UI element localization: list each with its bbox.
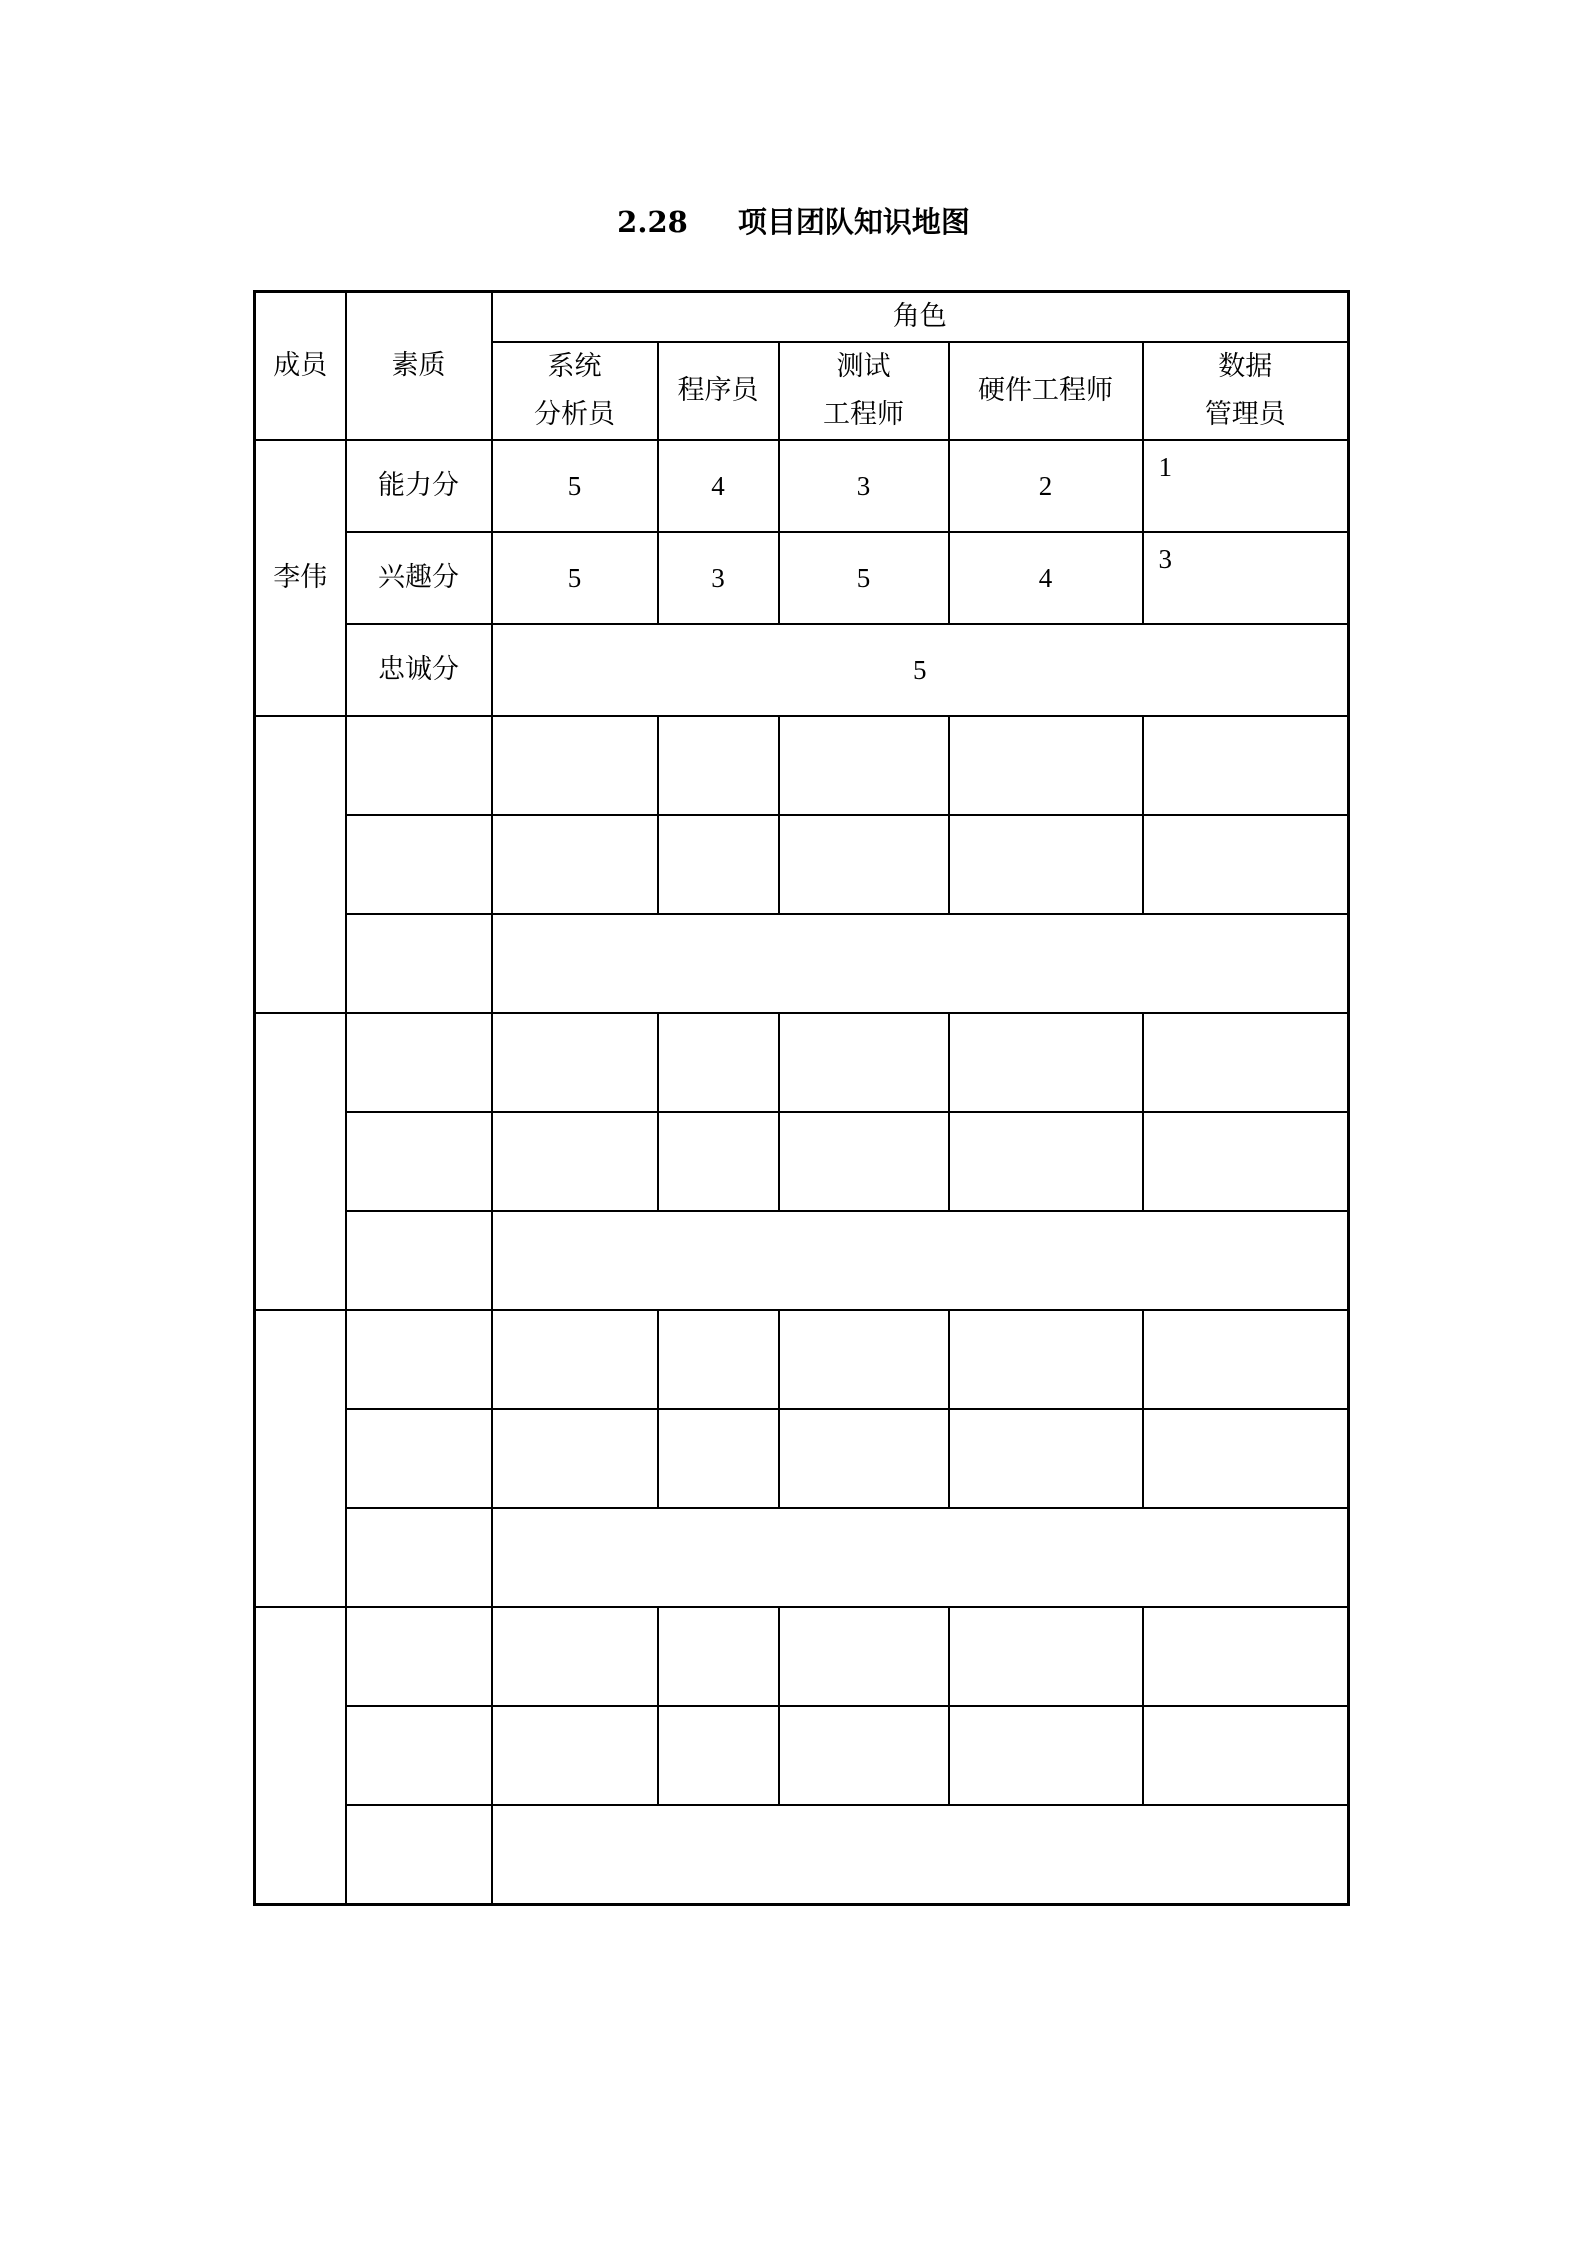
quality-label-interest: 兴趣分 — [346, 532, 492, 624]
document-title — [0, 200, 1587, 241]
score-cell — [779, 716, 949, 815]
score-cell: 4 — [658, 440, 779, 532]
score-cell — [779, 1112, 949, 1211]
score-cell — [658, 815, 779, 914]
score-cell — [492, 1706, 658, 1805]
score-cell — [492, 1310, 658, 1409]
score-cell — [492, 1013, 658, 1112]
loyalty-score-cell — [492, 1805, 1349, 1904]
score-cell — [492, 1112, 658, 1211]
score-cell — [949, 1409, 1143, 1508]
header-quality: 素质 — [346, 292, 492, 441]
score-cell — [949, 1310, 1143, 1409]
score-cell — [492, 1607, 658, 1706]
quality-cell — [346, 1112, 492, 1211]
score-cell — [1143, 815, 1349, 914]
quality-cell — [346, 1706, 492, 1805]
table-row — [255, 1706, 1349, 1805]
quality-cell — [346, 1508, 492, 1607]
quality-cell — [346, 1805, 492, 1904]
role-line: 数据 — [1218, 351, 1273, 382]
score-cell: 5 — [492, 440, 658, 532]
score-cell — [658, 1013, 779, 1112]
table-row — [255, 815, 1349, 914]
table-row — [255, 1508, 1349, 1607]
quality-cell — [346, 1607, 492, 1706]
score-cell — [1143, 1013, 1349, 1112]
role-line: 工程师 — [823, 399, 904, 430]
score-cell: 4 — [949, 532, 1143, 624]
quality-cell — [346, 815, 492, 914]
title-number: 2.28 — [617, 205, 688, 239]
header-role-programmer — [658, 342, 779, 440]
quality-cell — [346, 1211, 492, 1310]
loyalty-score-cell — [492, 1508, 1349, 1607]
quality-label-loyalty: 忠诚分 — [346, 624, 492, 716]
score-cell: 2 — [949, 440, 1143, 532]
score-cell — [949, 815, 1143, 914]
knowledge-map-table — [253, 290, 1350, 1906]
score-cell — [949, 1607, 1143, 1706]
member-name-cell — [255, 716, 346, 1013]
score-cell — [779, 1607, 949, 1706]
score-cell — [492, 1409, 658, 1508]
table-row-interest — [255, 532, 1349, 624]
score-cell — [779, 815, 949, 914]
score-cell: 5 — [492, 532, 658, 624]
quality-label-ability: 能力分 — [346, 440, 492, 532]
header-role-test-engineer — [779, 342, 949, 440]
quality-cell — [346, 1409, 492, 1508]
header-member: 成员 — [255, 292, 346, 441]
score-cell — [949, 716, 1143, 815]
score-cell — [779, 1706, 949, 1805]
score-cell — [658, 1607, 779, 1706]
score-cell — [492, 716, 658, 815]
score-cell — [1143, 1310, 1349, 1409]
score-cell — [1143, 1607, 1349, 1706]
score-cell — [1143, 1409, 1349, 1508]
score-cell — [658, 1310, 779, 1409]
header-role: 角色 — [492, 292, 1349, 343]
role-line: 测试 — [836, 351, 891, 382]
score-cell — [949, 1112, 1143, 1211]
table-row — [255, 1409, 1349, 1508]
role-line: 管理员 — [1204, 399, 1286, 430]
table-row — [255, 716, 1349, 815]
member-name-cell — [255, 1013, 346, 1310]
score-cell: 3 — [779, 440, 949, 532]
loyalty-score-cell — [492, 1211, 1349, 1310]
score-cell — [492, 815, 658, 914]
loyalty-score-cell — [492, 914, 1349, 1013]
role-line: 程序员 — [677, 375, 759, 406]
quality-cell — [346, 914, 492, 1013]
score-cell — [779, 1013, 949, 1112]
score-cell: 5 — [779, 532, 949, 624]
score-cell: 1 — [1143, 440, 1349, 532]
member-name-cell — [255, 1607, 346, 1904]
quality-cell — [346, 1310, 492, 1409]
role-line: 硬件工程师 — [978, 375, 1113, 406]
table-row — [255, 1211, 1349, 1310]
score-cell — [1143, 1706, 1349, 1805]
score-cell — [658, 716, 779, 815]
table-row — [255, 1013, 1349, 1112]
score-cell — [658, 1112, 779, 1211]
role-line: 分析员 — [534, 399, 615, 430]
table-row — [255, 1805, 1349, 1904]
header-role-data-manager — [1143, 342, 1349, 440]
member-name-cell — [255, 1310, 346, 1607]
score-cell — [949, 1706, 1143, 1805]
table-row-loyalty — [255, 624, 1349, 716]
role-line: 系统 — [547, 351, 602, 382]
score-cell — [658, 1706, 779, 1805]
score-cell: 3 — [1143, 532, 1349, 624]
loyalty-score-cell: 5 — [492, 624, 1349, 716]
score-cell: 3 — [658, 532, 779, 624]
table-row — [255, 1310, 1349, 1409]
score-cell — [658, 1409, 779, 1508]
member-name: 李伟 — [255, 440, 346, 716]
table-row — [255, 914, 1349, 1013]
quality-cell — [346, 1013, 492, 1112]
score-cell — [1143, 1112, 1349, 1211]
header-role-hardware-engineer — [949, 342, 1143, 440]
score-cell — [949, 1013, 1143, 1112]
header-row-role — [255, 292, 1349, 343]
table-row — [255, 1607, 1349, 1706]
table-row-ability — [255, 440, 1349, 532]
score-cell — [1143, 716, 1349, 815]
title-text: 项目团队知识地图 — [737, 205, 970, 239]
score-cell — [779, 1409, 949, 1508]
score-cell — [779, 1310, 949, 1409]
table-row — [255, 1112, 1349, 1211]
header-role-system-analyst — [492, 342, 658, 440]
quality-cell — [346, 716, 492, 815]
